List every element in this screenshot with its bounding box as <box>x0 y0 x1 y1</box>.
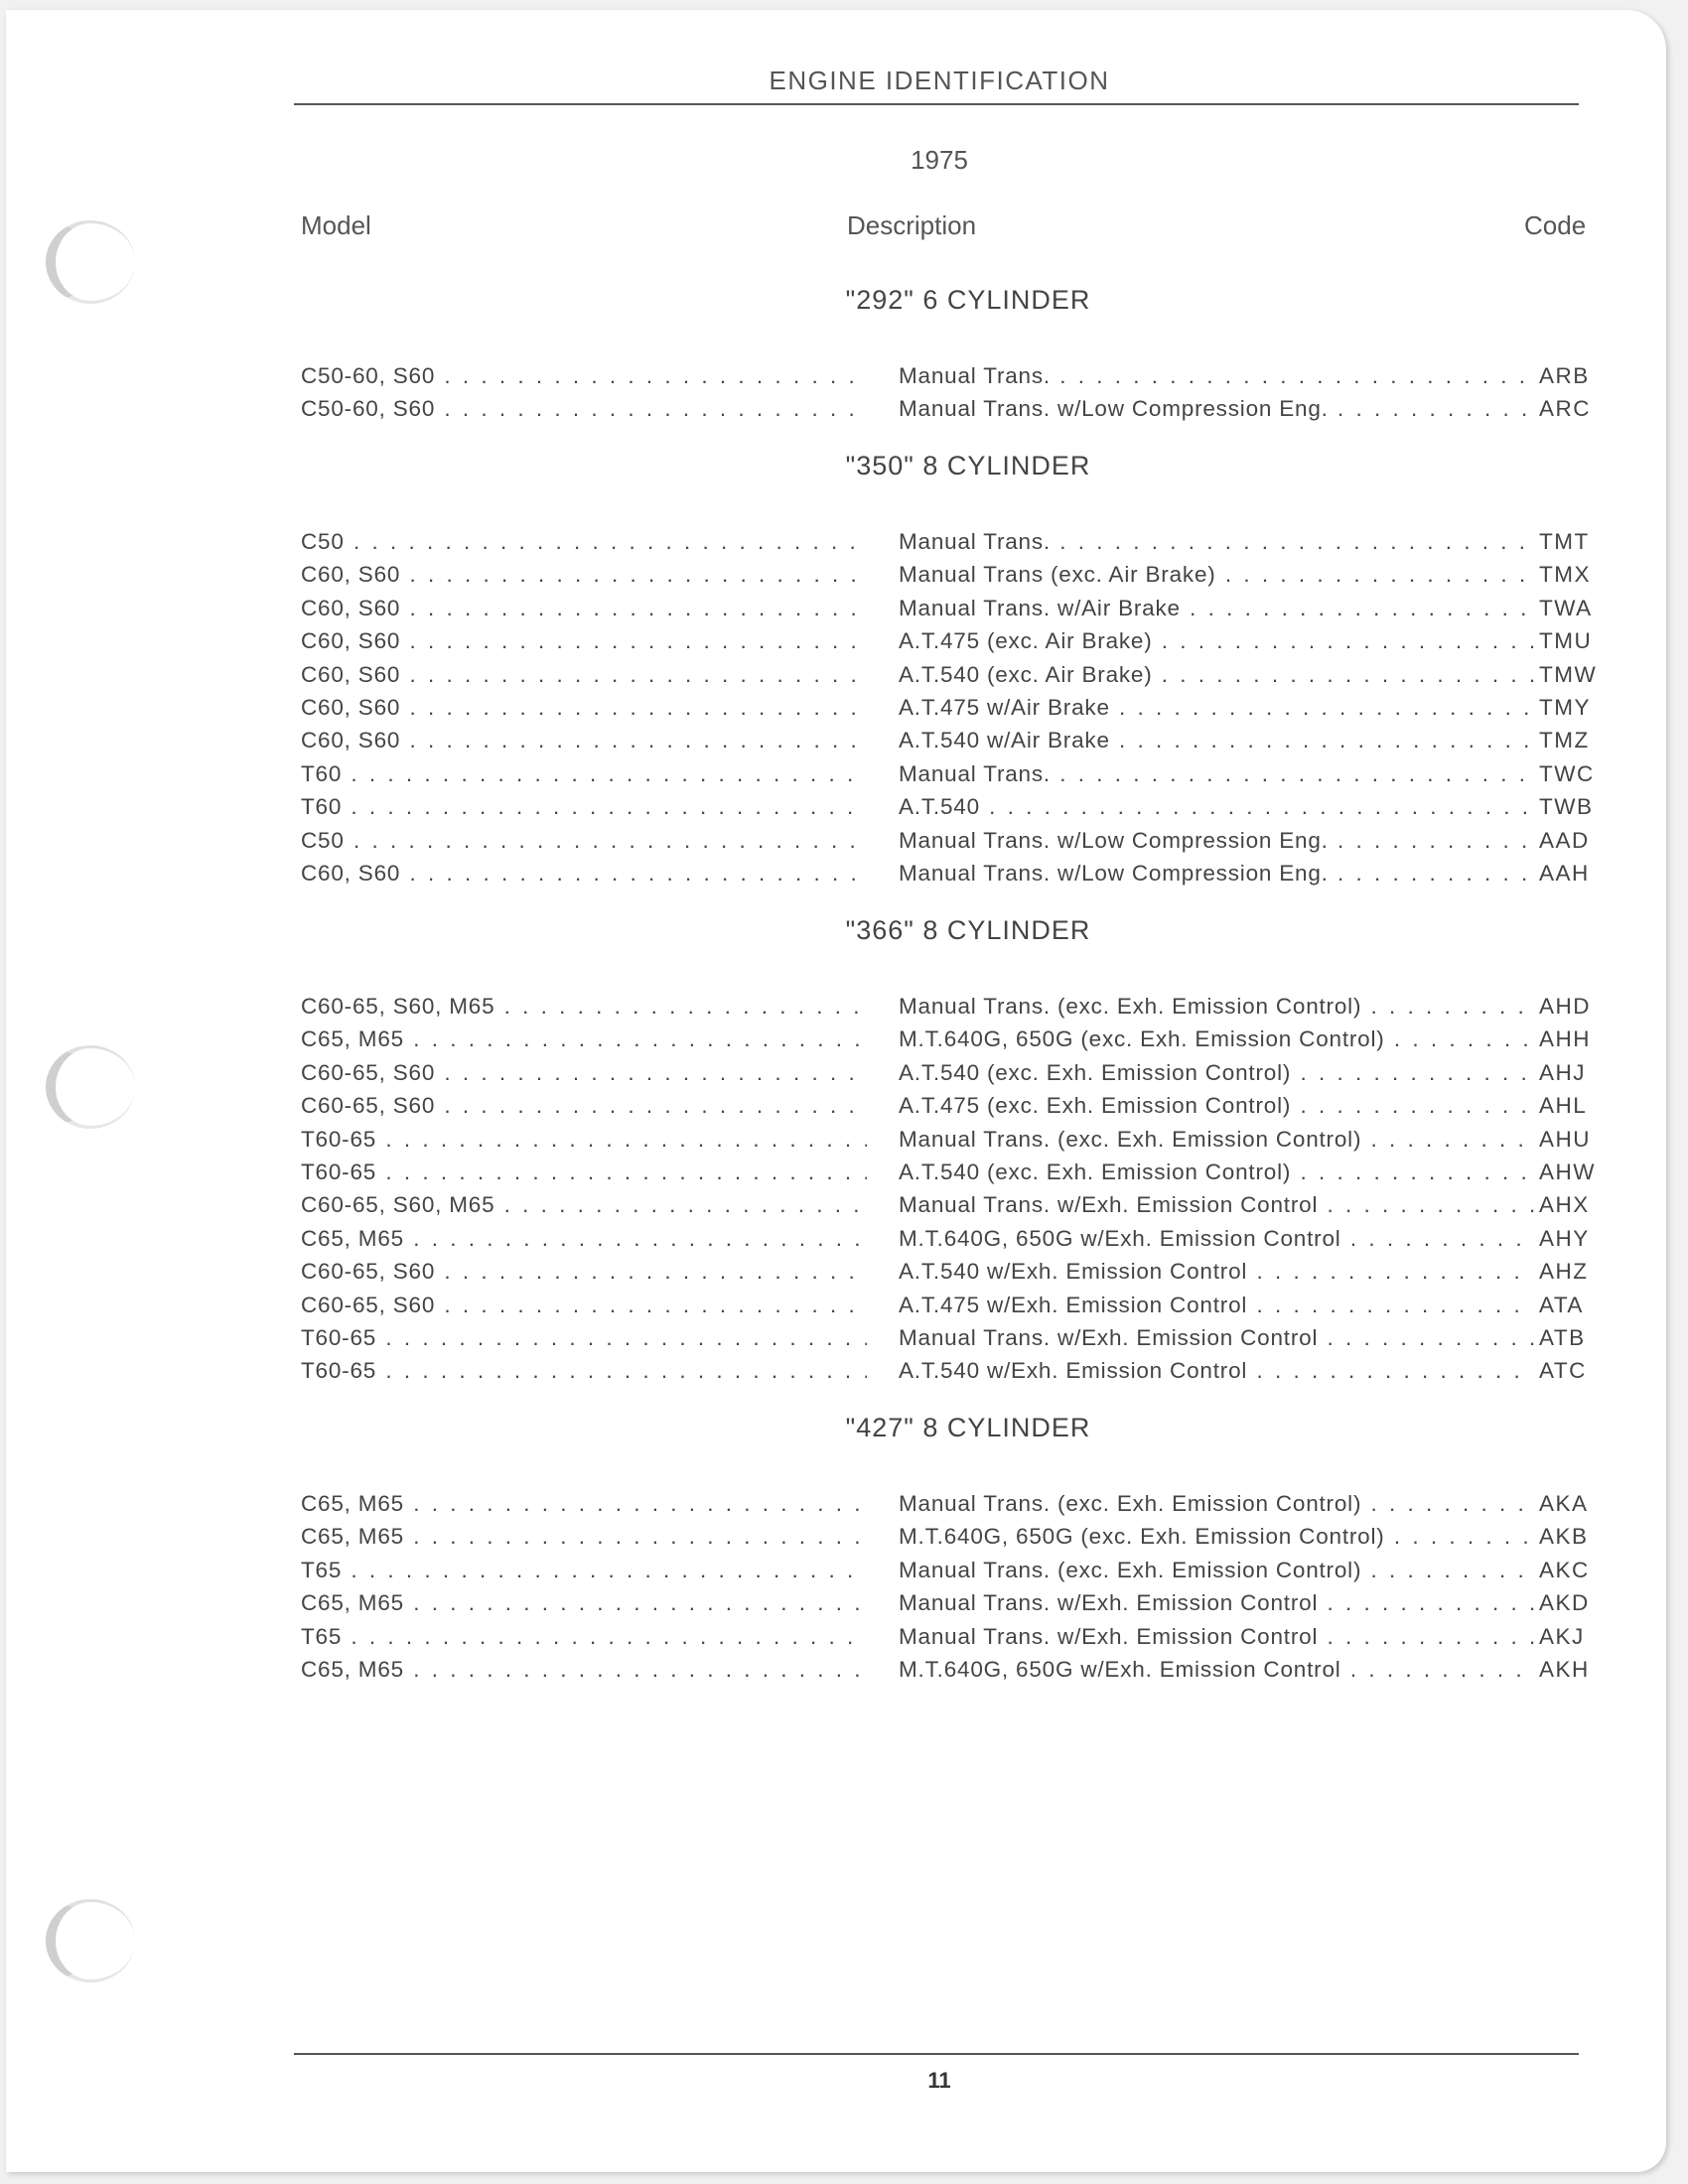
table-row <box>298 724 1609 756</box>
table-row <box>298 624 1609 657</box>
binder-hole <box>46 1045 135 1129</box>
model-cell: T60 . . . <box>301 757 867 790</box>
description-cell: A.T.540 w/Exh. Emission Control . . . <box>899 1255 1534 1288</box>
description-cell: M.T.640G, 650G (exc. Exh. Emission Control) . . . <box>899 1520 1534 1553</box>
bottom-rule <box>294 2053 1579 2055</box>
table-row <box>298 592 1609 624</box>
table-row <box>298 359 1609 392</box>
section-title: "292" 6 CYLINDER <box>845 285 1091 315</box>
code-cell: AAH <box>1539 857 1609 889</box>
code-cell: TMT <box>1539 525 1609 558</box>
top-rule <box>294 103 1579 105</box>
description-cell: A.T.540 (exc. Exh. Emission Control) . . . <box>899 1156 1534 1188</box>
table-row <box>298 1620 1609 1653</box>
description-cell: Manual Trans. w/Exh. Emission Control . . . <box>899 1586 1534 1619</box>
section-427 <box>298 1410 1609 1686</box>
description-cell: Manual Trans. . . . <box>899 757 1534 790</box>
section-title: "366" 8 CYLINDER <box>845 915 1091 945</box>
code-cell: TWC <box>1539 757 1609 790</box>
table-row <box>298 1586 1609 1619</box>
code-cell: ATC <box>1539 1354 1609 1387</box>
table-row <box>298 1056 1609 1089</box>
model-cell: C65, M65 . . . <box>301 1586 867 1619</box>
year-heading: 1975 <box>911 145 968 175</box>
table-row <box>298 1354 1609 1387</box>
table-row <box>298 857 1609 889</box>
code-cell: AHL <box>1539 1089 1609 1122</box>
model-cell: C60, S60 . . . <box>301 558 867 591</box>
table-row <box>298 558 1609 591</box>
model-cell: C60-65, S60 . . . <box>301 1089 867 1122</box>
code-cell: TWB <box>1539 790 1609 823</box>
code-cell: ATA <box>1539 1289 1609 1321</box>
description-cell: Manual Trans. . . . <box>899 525 1534 558</box>
binder-hole <box>46 220 135 304</box>
table-row <box>298 1023 1609 1055</box>
column-header-description: Description <box>847 210 977 240</box>
description-cell: Manual Trans. w/Exh. Emission Control . . . <box>899 1321 1534 1354</box>
column-header-model: Model <box>301 210 371 240</box>
model-cell: C60, S60 . . . <box>301 658 867 691</box>
description-cell: Manual Trans. w/Low Compression Eng. . . . <box>899 824 1534 857</box>
section-366 <box>298 912 1609 1388</box>
model-cell: C60-65, S60, M65 . . . <box>301 990 867 1023</box>
code-cell: AHX <box>1539 1188 1609 1221</box>
description-cell: Manual Trans. . . . <box>899 359 1534 392</box>
model-cell: T60 . . . <box>301 790 867 823</box>
section-292 <box>298 282 1609 426</box>
model-cell: C60-65, S60 . . . <box>301 1056 867 1089</box>
description-cell: M.T.640G, 650G (exc. Exh. Emission Control) . . . <box>899 1023 1534 1055</box>
table-row <box>298 1554 1609 1586</box>
table-row <box>298 1089 1609 1122</box>
code-cell: TWA <box>1539 592 1609 624</box>
description-cell: A.T.540 w/Exh. Emission Control . . . <box>899 1354 1534 1387</box>
table-row <box>298 1255 1609 1288</box>
model-cell: C60, S60 . . . <box>301 857 867 889</box>
code-cell: TMZ <box>1539 724 1609 756</box>
description-cell: A.T.540 w/Air Brake . . . <box>899 724 1534 756</box>
description-cell: A.T.475 (exc. Air Brake) . . . <box>899 624 1534 657</box>
table-row <box>298 990 1609 1023</box>
table-row <box>298 1123 1609 1156</box>
model-cell: C65, M65 . . . <box>301 1023 867 1055</box>
table-row <box>298 757 1609 790</box>
table-row <box>298 1653 1609 1686</box>
model-cell: T65 . . . <box>301 1620 867 1653</box>
description-cell: A.T.540 (exc. Air Brake) . . . <box>899 658 1534 691</box>
column-header-code: Code <box>1524 210 1587 240</box>
model-cell: C50-60, S60 . . . <box>301 359 867 392</box>
table-row <box>298 1188 1609 1221</box>
model-cell: C50 . . . <box>301 824 867 857</box>
section-title: "427" 8 CYLINDER <box>845 1413 1091 1442</box>
binder-hole <box>46 1899 135 1982</box>
table-row <box>298 1520 1609 1553</box>
code-cell: AKA <box>1539 1487 1609 1520</box>
table-row <box>298 1222 1609 1255</box>
description-cell: Manual Trans. (exc. Exh. Emission Control) . . . <box>899 1487 1534 1520</box>
section-title: "350" 8 CYLINDER <box>845 451 1091 480</box>
model-cell: C60, S60 . . . <box>301 724 867 756</box>
code-cell: AHD <box>1539 990 1609 1023</box>
table-row <box>298 1289 1609 1321</box>
description-cell: Manual Trans. w/Air Brake . . . <box>899 592 1534 624</box>
code-cell: AAD <box>1539 824 1609 857</box>
model-cell: C60-65, S60 . . . <box>301 1289 867 1321</box>
description-cell: Manual Trans. (exc. Exh. Emission Control) . . . <box>899 1123 1534 1156</box>
model-cell: T60-65 . . . <box>301 1123 867 1156</box>
page-title: ENGINE IDENTIFICATION <box>769 66 1110 95</box>
model-cell: C60, S60 . . . <box>301 624 867 657</box>
table-row <box>298 1487 1609 1520</box>
code-cell: AKB <box>1539 1520 1609 1553</box>
code-cell: TMU <box>1539 624 1609 657</box>
table-row <box>298 824 1609 857</box>
table-row <box>298 525 1609 558</box>
description-cell: A.T.475 (exc. Exh. Emission Control) . . . <box>899 1089 1534 1122</box>
table-row <box>298 392 1609 425</box>
table-row <box>298 790 1609 823</box>
description-cell: Manual Trans (exc. Air Brake) . . . <box>899 558 1534 591</box>
code-cell: AHZ <box>1539 1255 1609 1288</box>
model-cell: C60, S60 . . . <box>301 691 867 724</box>
description-cell: Manual Trans. w/Exh. Emission Control . . . <box>899 1620 1534 1653</box>
description-cell: Manual Trans. w/Low Compression Eng. . . . <box>899 392 1534 425</box>
code-cell: AHU <box>1539 1123 1609 1156</box>
page-number: 11 <box>927 2068 951 2093</box>
code-cell: ARB <box>1539 359 1609 392</box>
code-cell: AHH <box>1539 1023 1609 1055</box>
description-cell: A.T.475 w/Air Brake . . . <box>899 691 1534 724</box>
code-cell: AKD <box>1539 1586 1609 1619</box>
code-cell: ATB <box>1539 1321 1609 1354</box>
model-cell: C65, M65 . . . <box>301 1653 867 1686</box>
code-cell: AHW <box>1539 1156 1609 1188</box>
description-cell: A.T.475 w/Exh. Emission Control . . . <box>899 1289 1534 1321</box>
model-cell: C65, M65 . . . <box>301 1487 867 1520</box>
code-cell: AHJ <box>1539 1056 1609 1089</box>
code-cell: AKC <box>1539 1554 1609 1586</box>
table-row <box>298 1321 1609 1354</box>
model-cell: C65, M65 . . . <box>301 1222 867 1255</box>
model-cell: T60-65 . . . <box>301 1156 867 1188</box>
model-cell: T60-65 . . . <box>301 1354 867 1387</box>
section-350 <box>298 448 1609 889</box>
description-cell: Manual Trans. w/Low Compression Eng. . . . <box>899 857 1534 889</box>
model-cell: C60, S60 . . . <box>301 592 867 624</box>
description-cell: A.T.540 . . . <box>899 790 1534 823</box>
model-cell: C50 . . . <box>301 525 867 558</box>
code-cell: AKH <box>1539 1653 1609 1686</box>
model-cell: C60-65, S60, M65 . . . <box>301 1188 867 1221</box>
code-cell: TMW <box>1539 658 1609 691</box>
table-row <box>298 691 1609 724</box>
description-cell: M.T.640G, 650G w/Exh. Emission Control . . . <box>899 1222 1534 1255</box>
code-cell: AKJ <box>1539 1620 1609 1653</box>
code-cell: ARC <box>1539 392 1609 425</box>
model-cell: C50-60, S60 . . . <box>301 392 867 425</box>
code-cell: TMX <box>1539 558 1609 591</box>
table-row <box>298 658 1609 691</box>
model-cell: T65 . . . <box>301 1554 867 1586</box>
description-cell: M.T.640G, 650G w/Exh. Emission Control . . . <box>899 1653 1534 1686</box>
table-row <box>298 1156 1609 1188</box>
model-cell: T60-65 . . . <box>301 1321 867 1354</box>
description-cell: Manual Trans. (exc. Exh. Emission Control) . . . <box>899 990 1534 1023</box>
model-cell: C60-65, S60 . . . <box>301 1255 867 1288</box>
code-cell: AHY <box>1539 1222 1609 1255</box>
description-cell: Manual Trans. (exc. Exh. Emission Control) . . . <box>899 1554 1534 1586</box>
description-cell: A.T.540 (exc. Exh. Emission Control) . . . <box>899 1056 1534 1089</box>
code-cell: TMY <box>1539 691 1609 724</box>
description-cell: Manual Trans. w/Exh. Emission Control . . . <box>899 1188 1534 1221</box>
model-cell: C65, M65 . . . <box>301 1520 867 1553</box>
